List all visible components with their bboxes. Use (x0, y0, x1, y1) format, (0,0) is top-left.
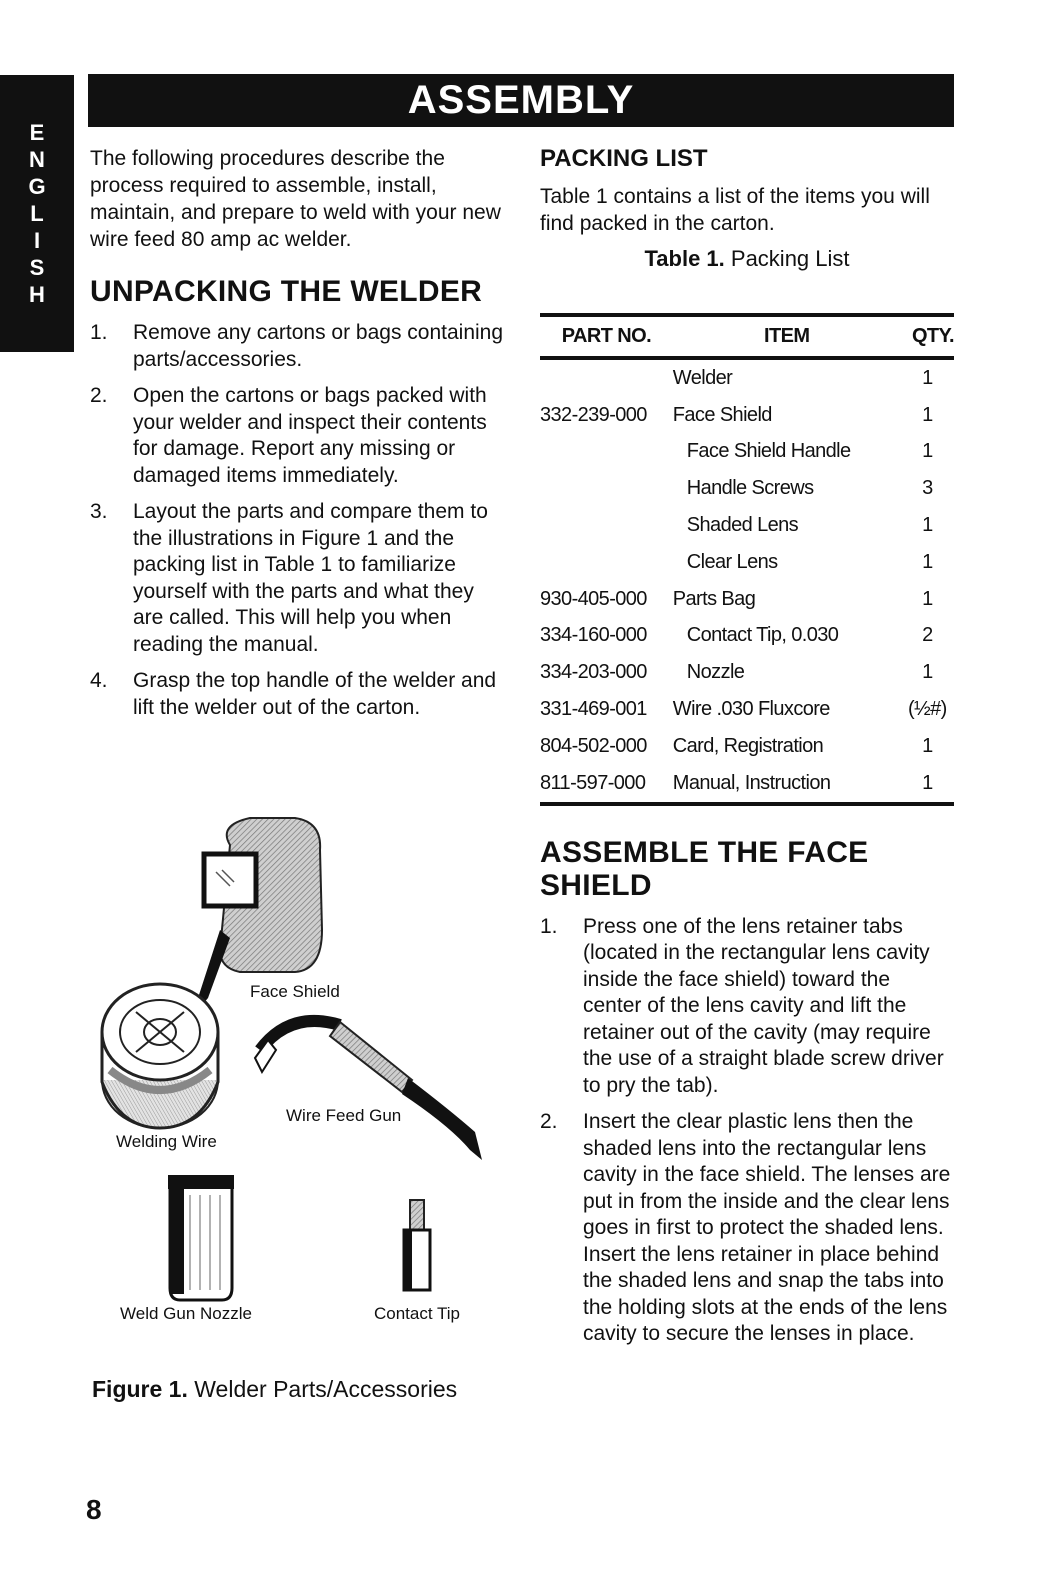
table-row (540, 654, 954, 691)
part-number-cell (540, 358, 673, 397)
face-shield-heading-line1: ASSEMBLE THE FACE (540, 835, 869, 869)
language-tab-letter: H (29, 282, 45, 307)
figure-caption-text: Welder Parts/Accessories (187, 1376, 458, 1402)
qty-cell: 1 (922, 366, 933, 389)
list-item (90, 499, 510, 658)
step-text: Insert the clear plastic lens then the shaded lens into the rectangular lens cavity in the face shield. The lenses are put in from the inside and the clear lens goes in first to protect the shaded lens. Insert the lens retainer in place behind the shaded lens and snap the tabs into the holding slots at the ends of the lens cavity to secure the lenses in place. (583, 1110, 951, 1346)
column-header-part: PART NO. (540, 315, 673, 358)
face-shield-label: Face Shield (250, 982, 340, 1001)
figure-caption-label: Figure 1. (92, 1376, 188, 1402)
item-cell: Shaded Lens (686, 514, 799, 537)
part-number-cell: 332-239-000 (540, 403, 647, 426)
table-row (540, 728, 954, 765)
qty-cell: 3 (922, 477, 933, 500)
wire-feed-gun-label: Wire Feed Gun (286, 1106, 402, 1125)
welding-wire-label: Welding Wire (116, 1132, 217, 1151)
item-cell: Parts Bag (672, 587, 756, 610)
packing-heading: PACKING LIST (540, 145, 708, 172)
step-number: 3. (90, 500, 108, 523)
qty-cell: 1 (922, 587, 933, 610)
table-row (540, 581, 954, 618)
contact-tip-label: Contact Tip (374, 1304, 460, 1323)
item-cell: Face Shield Handle (686, 440, 851, 463)
qty-cell: 1 (922, 440, 933, 463)
table-row (540, 397, 954, 434)
part-number-cell (540, 470, 673, 507)
list-item (90, 668, 510, 721)
part-number-cell: 331-469-001 (540, 698, 647, 721)
welding-wire-drawing (102, 984, 218, 1128)
step-number: 1. (90, 321, 108, 344)
table-row (540, 507, 954, 544)
table-caption (540, 245, 954, 273)
item-cell: Clear Lens (686, 550, 778, 573)
part-number-cell (540, 507, 673, 544)
table-caption-label: Table 1. (644, 246, 725, 271)
step-text: Press one of the lens retainer tabs (located in the rectangular lens cavity inside the face shield) toward the center of the lens cavity and lift the retainer out of the cavity (may require the use of a straight blade screw driver to pry the tab). (583, 914, 944, 1097)
table-caption-text: Packing List (724, 246, 850, 271)
qty-cell: 2 (922, 624, 933, 647)
qty-cell: 1 (922, 550, 933, 573)
wire-feed-gun-drawing (255, 1021, 482, 1160)
unpacking-steps (90, 320, 510, 721)
figure-caption (92, 1376, 457, 1403)
part-number-cell (540, 434, 673, 471)
step-text: Open the cartons or bags packed with your welder and inspect their contents for damage. Report any missing or damaged items immediately. (133, 384, 487, 487)
language-tab-letter: S (29, 255, 45, 280)
list-item (540, 1109, 954, 1348)
table-row (540, 765, 954, 804)
intro-paragraph: The following procedures describe the process required to assemble, install, maintain, and prepare to weld with your new wire feed 80 amp ac welder. (90, 147, 501, 251)
right-column (540, 145, 954, 1358)
step-text: Remove any cartons or bags containing parts/accessories. (133, 321, 504, 371)
table-row (540, 470, 954, 507)
item-cell: Contact Tip, 0.030 (686, 624, 839, 647)
table-row (540, 691, 954, 728)
language-tab-letter: L (30, 201, 44, 226)
step-number: 2. (90, 384, 108, 407)
face-shield-heading-line2: SHIELD (540, 868, 652, 902)
part-number-cell: 811-597-000 (540, 765, 673, 804)
qty-cell: 1 (922, 403, 933, 426)
unpacking-heading: UNPACKING THE WELDER (90, 275, 483, 308)
qty-cell: (½#) (907, 698, 947, 721)
table-row (540, 434, 954, 471)
step-text: Grasp the top handle of the welder and lift the welder out of the carton. (133, 669, 497, 719)
language-tab-letter: E (29, 120, 45, 145)
face-shield-heading (540, 836, 954, 902)
page-number: 8 (86, 1494, 102, 1525)
packing-description: Table 1 contains a list of the items you will find packed in the carton. (540, 185, 930, 235)
table-row (540, 618, 954, 655)
face-shield-drawing (198, 818, 322, 1002)
language-tab (0, 75, 74, 352)
list-item (540, 914, 954, 1100)
qty-cell: 1 (922, 514, 933, 537)
qty-cell: 1 (922, 734, 933, 757)
item-cell: Card, Registration (672, 734, 824, 757)
section-banner: ASSEMBLY (88, 74, 954, 127)
part-number-cell: 334-203-000 (540, 661, 647, 684)
table-header-row (540, 315, 954, 358)
column-header-item: ITEM (673, 315, 901, 358)
qty-cell: 1 (901, 765, 954, 804)
parts-figure (90, 810, 510, 1370)
qty-cell: 1 (922, 661, 933, 684)
language-tab-letter: I (33, 228, 41, 253)
packing-list-table (540, 313, 954, 806)
part-number-cell: 804-502-000 (540, 734, 647, 757)
part-number-cell (540, 544, 673, 581)
step-number: 2. (540, 1110, 558, 1134)
weld-gun-nozzle-label: Weld Gun Nozzle (120, 1304, 252, 1323)
item-cell: Wire .030 Fluxcore (672, 698, 830, 721)
list-item (90, 320, 510, 373)
part-number-cell: 334-160-000 (540, 624, 647, 647)
face-shield-steps (540, 914, 954, 1348)
contact-tip-drawing (404, 1200, 430, 1290)
item-cell: Nozzle (686, 661, 745, 684)
item-cell: Handle Screws (686, 477, 814, 500)
parts-illustration (90, 810, 510, 1370)
part-number-cell: 930-405-000 (540, 587, 647, 610)
table-row (540, 358, 954, 397)
item-cell: Manual, Instruction (673, 765, 901, 804)
column-header-qty: QTY. (901, 315, 954, 358)
item-cell: Welder (672, 366, 733, 389)
weld-gun-nozzle-drawing (168, 1175, 234, 1300)
language-tab-letter: G (28, 174, 46, 199)
list-item (90, 383, 510, 489)
table-row (540, 544, 954, 581)
item-cell: Face Shield (672, 403, 772, 426)
step-number: 1. (540, 914, 558, 938)
step-number: 4. (90, 669, 108, 692)
language-tab-letter: N (29, 147, 45, 172)
step-text: Layout the parts and compare them to the illustrations in Figure 1 and the packing list in Table 1 to familiarize yourself with the parts and what they are called. This will help you when reading the manual. (133, 500, 488, 656)
left-column (90, 145, 510, 731)
